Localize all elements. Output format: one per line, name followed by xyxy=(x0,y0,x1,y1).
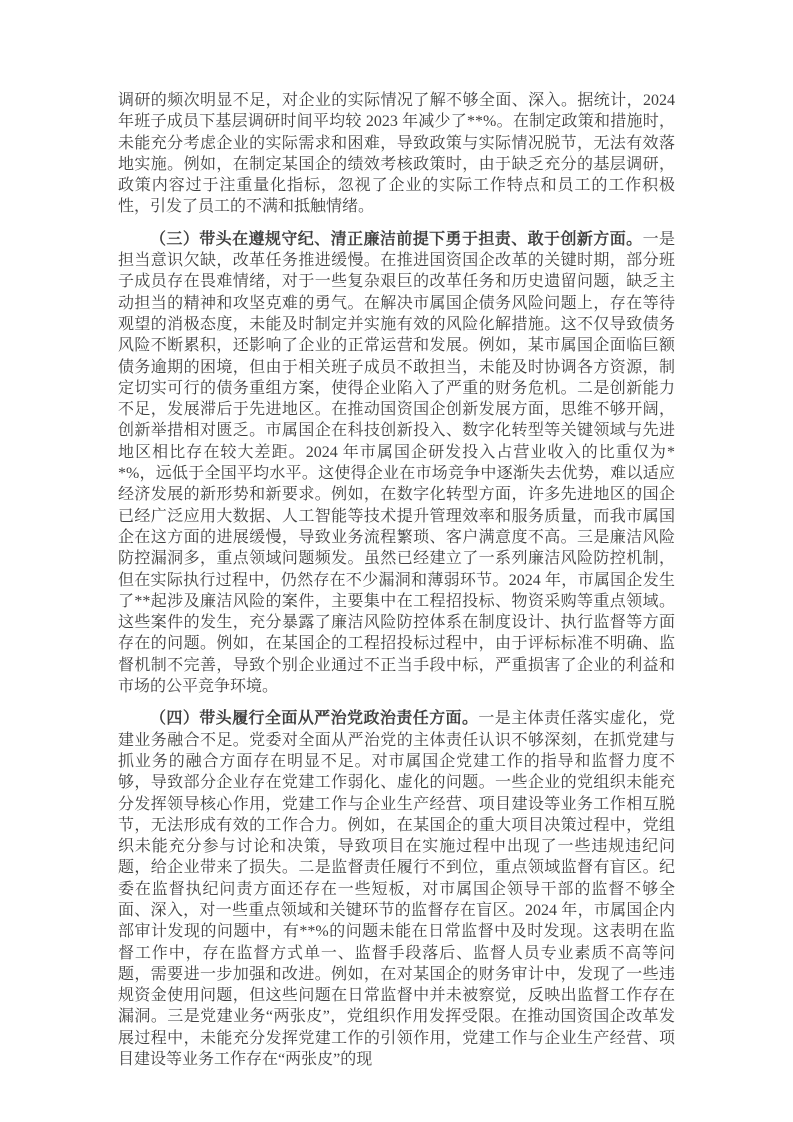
document-body xyxy=(118,90,675,1070)
paragraph-lead: （四）带头履行全面从严治党政治责任方面。 xyxy=(150,710,479,728)
paragraph-body: 调研的频次明显不足，对企业的实际情况了解不够全面、深入。据统计，2024 年班子成员下基层调研时间平均较 2023 年减少了**%。在制定政策和措施时，未能充分考虑企业的实际需求和困难，导致政策与实际情况脱节，无法有效落地实施。例如，在制定某国企的绩效考核政策时，由于缺乏充分的基层调研，政策内容过于注重量化指标，忽视了企业的实际工作特点和员工的工作积极性，引发了员工的不满和抵触情绪。 xyxy=(118,92,675,216)
paragraph-body: 一是担当意识欠缺，改革任务推进缓慢。在推进国资国企改革的关键时期，部分班子成员存在畏难情绪，对于一些复杂艰巨的改革任务和历史遗留问题，缺乏主动担当的精神和攻坚克难的勇气。在解决市属国企债务风险问题上，存在等待观望的消极态度，未能及时制定并实施有效的风险化解措施。这不仅导致债务风险不断累积，还影响了企业的正常运营和发展。例如，某市属国企面临巨额债务逾期的困境，但由于相关班子成员不敢担当，未能及时协调各方资源，制定切实可行的债务重组方案，使得企业陷入了严重的财务危机。二是创新能力不足，发展滞后于先进地区。在推动国资国企创新发展方面，思维不够开阔，创新举措相对匮乏。市属国企在科技创新投入、数字化转型等关键领域与先进地区相比存在较大差距。2024 年市属国企研发投入占营业收入的比重仅为**%，远低于全国平均水平。这使得企业在市场竞争中逐渐失去优势，难以适应经济发展的新形势和新要求。例如，在数字化转型方面，许多先进地区的国企已经广泛应用大数据、人工智能等技术提升管理效率和服务质量，而我市属国企在这方面的进展缓慢，导致业务流程繁琐、客户满意度不高。三是廉洁风险防控漏洞多，重点领域问题频发。虽然已经建立了一系列廉洁风险防控机制，但在实际执行过程中，仍然存在不少漏洞和薄弱环节。2024 年，市属国企发生了**起涉及廉洁风险的案件，主要集中在工程招投标、物资采购等重点领域。这些案件的发生，充分暴露了廉洁风险防控体系在制度设计、执行监督等方面存在的问题。例如，在某国企的工程招投标过程中，由于评标标准不明确、监督机制不完善，导致个别企业通过不正当手段中标，严重损害了企业的利益和市场的公平竞争环境。 xyxy=(118,230,675,696)
paragraph-section-3 xyxy=(118,229,675,698)
paragraph-body: 一是主体责任落实虚化，党建业务融合不足。党委对全面从严治党的主体责任认识不够深刻，在抓党建与抓业务的融合方面存在明显不足。对市属国企党建工作的指导和监督力度不够，导致部分企业存在党建工作弱化、虚化的问题。一些企业的党组织未能充分发挥领导核心作用，党建工作与企业生产经营、项目建设等业务工作相互脱节，无法形成有效的工作合力。例如，在某国企的重大项目决策过程中，党组织未能充分参与讨论和决策，导致项目在实施过程中出现了一些违规违纪问题，给企业带来了损失。二是监督责任履行不到位，重点领域监督有盲区。纪委在监督执纪问责方面还存在一些短板，对市属国企领导干部的监督不够全面、深入，对一些重点领域和关键环节的监督存在盲区。2024 年，市属国企内部审计发现的问题中，有**%的问题未能在日常监督中及时发现。这表明在监督工作中，存在监督方式单一、监督手段落后、监督人员专业素质不高等问题，需要进一步加强和改进。例如，在对某国企的财务审计中，发现了一些违规资金使用问题，但这些问题在日常监督中并未被察觉，反映出监督工作存在漏洞。三是党建业务“两张皮”，党组织作用发挥受限。在推动国资国企改革发展过程中，未能充分发挥党建工作的引领作用，党建工作与企业生产经营、项目建设等业务工作存在“两张皮”的现 xyxy=(118,710,675,1069)
paragraph xyxy=(118,90,675,218)
paragraph-section-4 xyxy=(118,708,675,1070)
paragraph-lead: （三）带头在遵规守纪、清正廉洁前提下勇于担责、敢于创新方面。 xyxy=(150,230,643,248)
